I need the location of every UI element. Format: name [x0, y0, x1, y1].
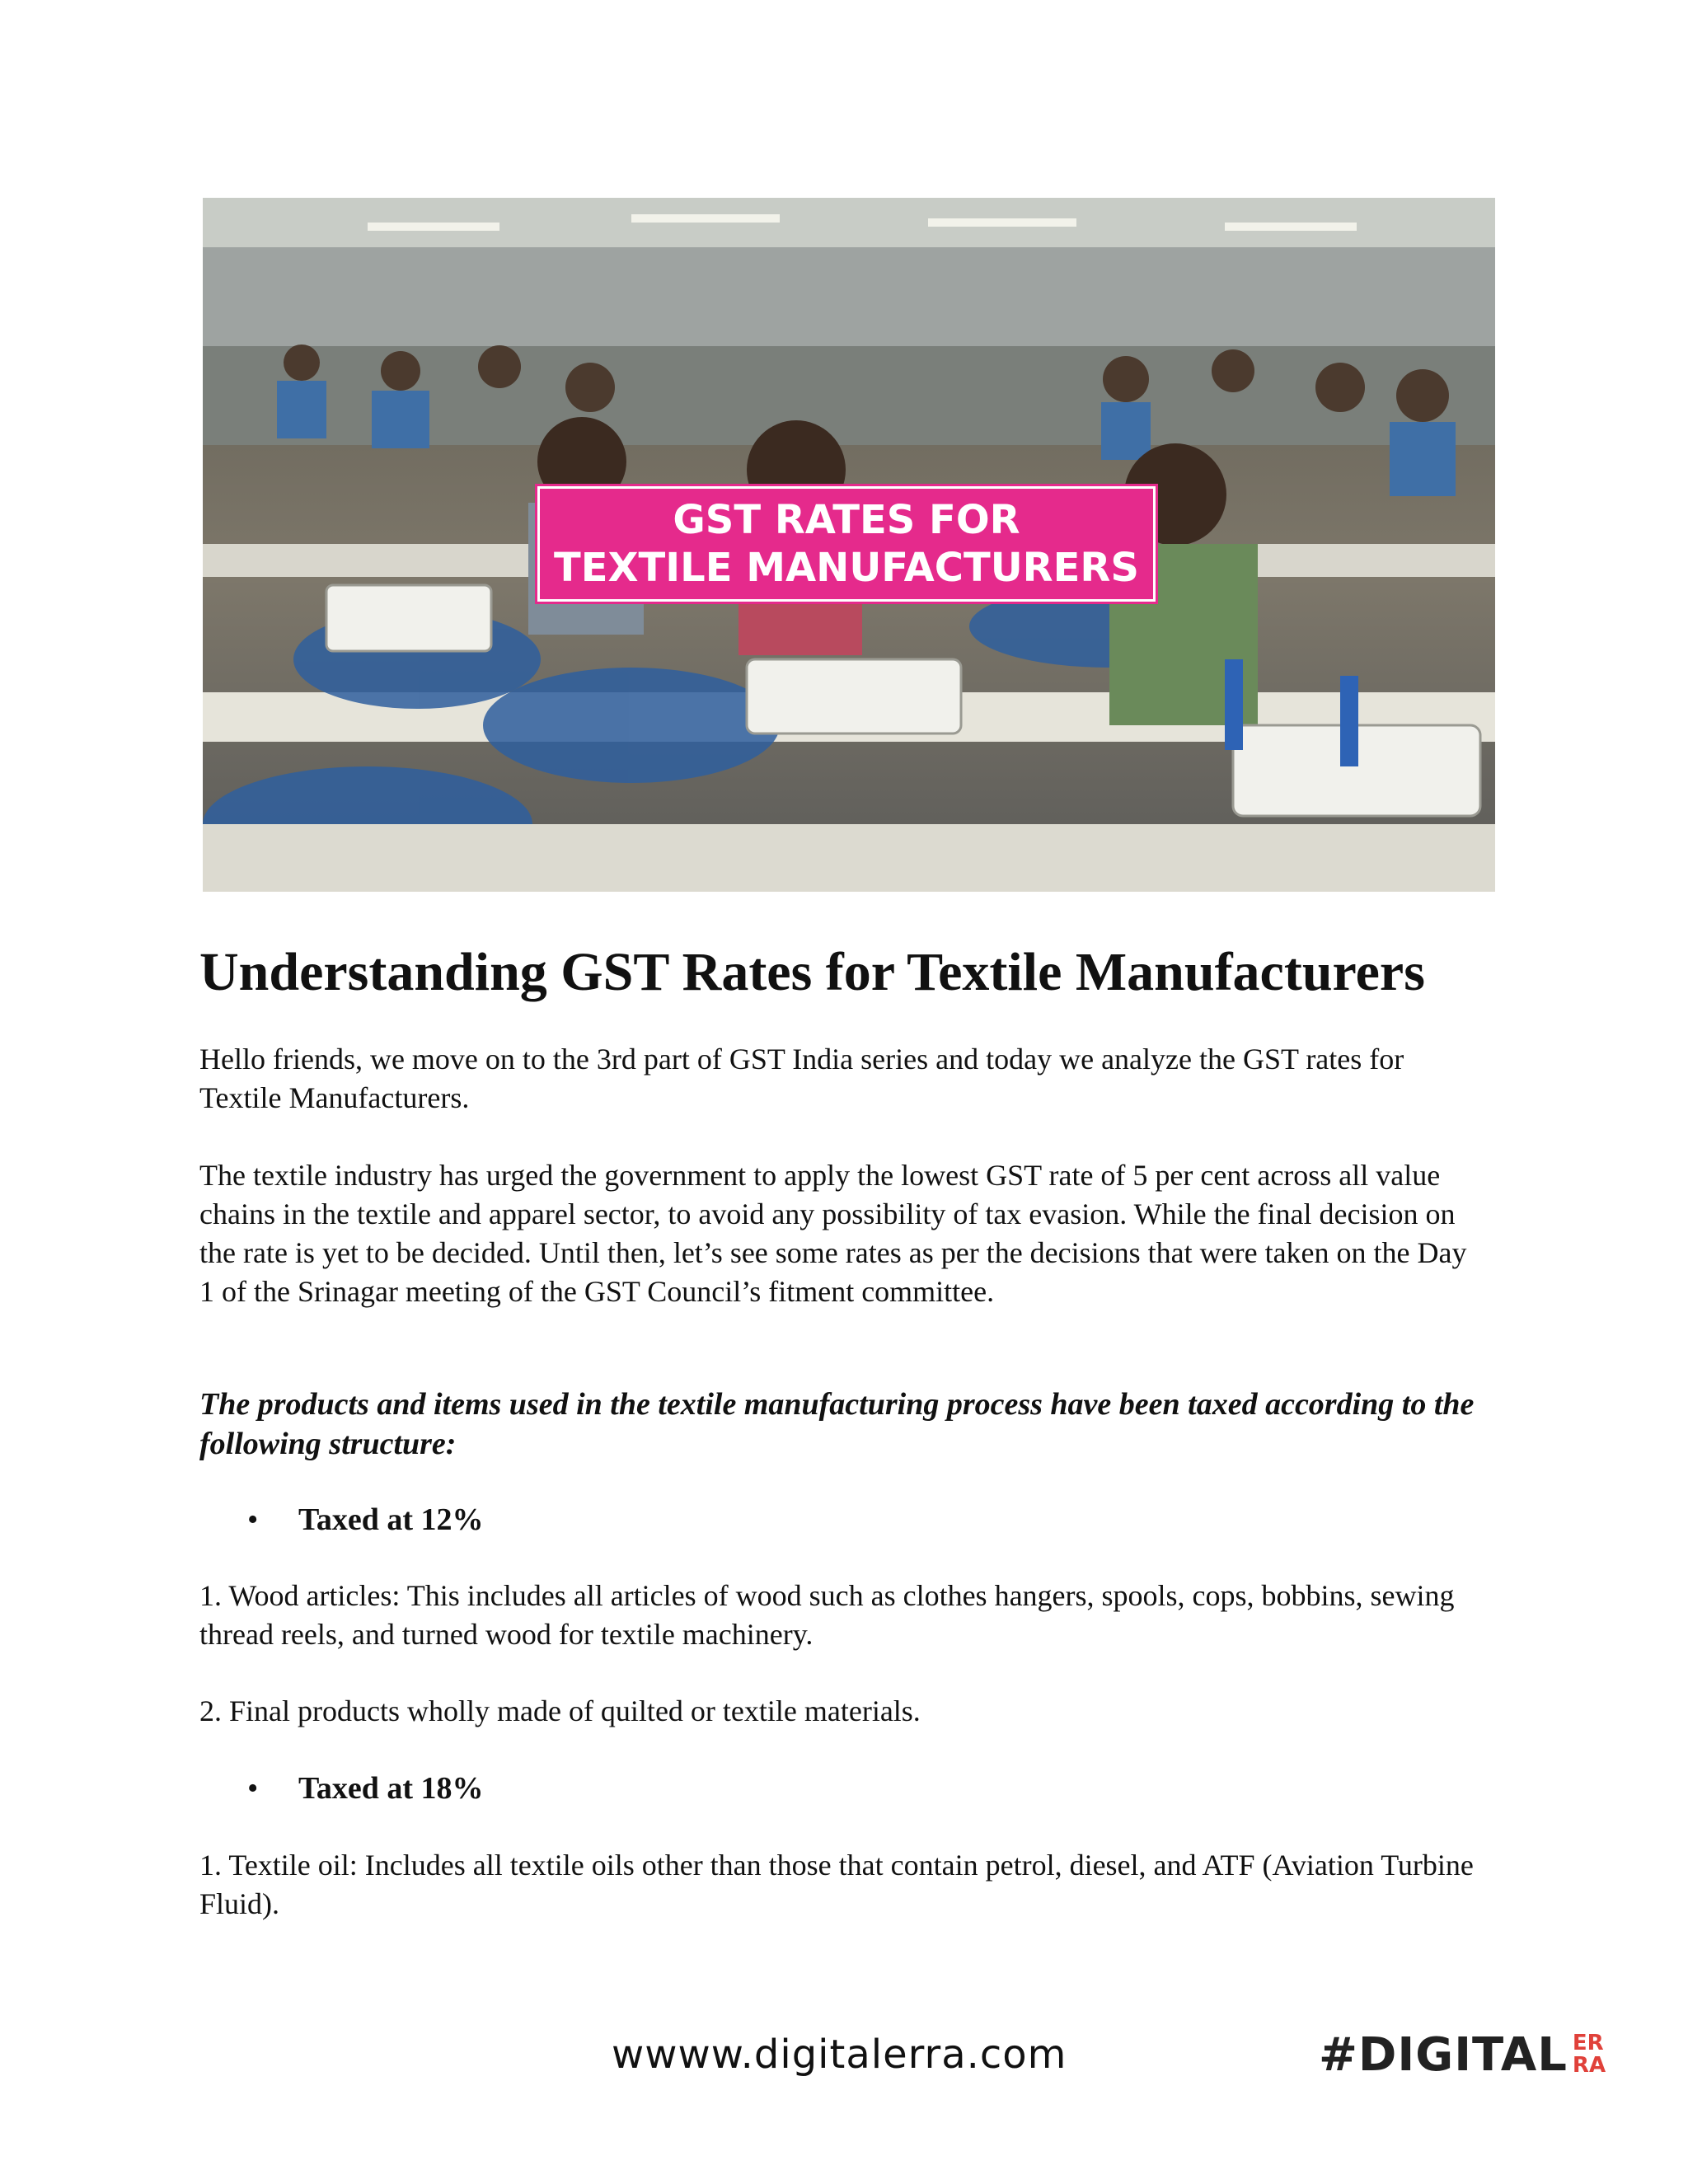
section-heading-12-label: Taxed at 12%	[298, 1502, 484, 1537]
intro-paragraph: Hello friends, we move on to the 3rd part of GST India series and today we analyze the GST rates for Textile Manufacturers.	[199, 1043, 1404, 1114]
logo-er: ER	[1572, 2031, 1604, 2055]
section-heading-12	[247, 1500, 484, 1540]
article-title: Understanding GST Rates for Textile Manufacturers	[199, 942, 1425, 1002]
hero-banner-line1: GST RATES FOR	[673, 497, 1020, 543]
hero-image	[203, 198, 1495, 892]
list-item: 2. Final products wholly made of quilted or textile materials.	[199, 1694, 921, 1727]
logo-erra-mark	[1573, 2032, 1606, 2077]
footer-website-link[interactable]: wwww.digitalerra.com	[612, 2032, 1067, 2078]
section-heading-18	[247, 1769, 484, 1808]
list-item: 1. Textile oil: Includes all textile oils other than those that contain petrol, diesel, and ATF (Aviation Turbine Fluid).	[199, 1849, 1474, 1920]
list-item: 1. Wood articles: This includes all articles of wood such as clothes hangers, spools, cops, bobbins, sewing thread reels, and turned wood for textile machinery.	[199, 1579, 1455, 1651]
bullet-icon: •	[247, 1771, 259, 1806]
hero-banner-line2: TEXTILE MANUFACTURERS	[554, 545, 1139, 591]
logo-wordmark: #DIGITAL	[1319, 2027, 1568, 2082]
hero-banner	[537, 486, 1156, 602]
context-paragraph: The textile industry has urged the government to apply the lowest GST rate of 5 per cent across all value chains in the textile and apparel sector, to avoid any possibility of tax evasion. While the final decision on the rate is yet to be decided. Until then, let’s see some rates as per the decisions that were taken on the Day 1 of the Srinagar meeting of the GST Council’s fitment committee.	[199, 1159, 1467, 1308]
section-heading-18-label: Taxed at 18%	[298, 1771, 484, 1806]
logo-ra: RA	[1572, 2053, 1606, 2078]
bullet-icon: •	[247, 1502, 259, 1537]
digitalerra-logo	[1319, 2027, 1606, 2082]
structure-heading: The products and items used in the textile manufacturing process have been taxed according to the following structure:	[199, 1387, 1475, 1461]
